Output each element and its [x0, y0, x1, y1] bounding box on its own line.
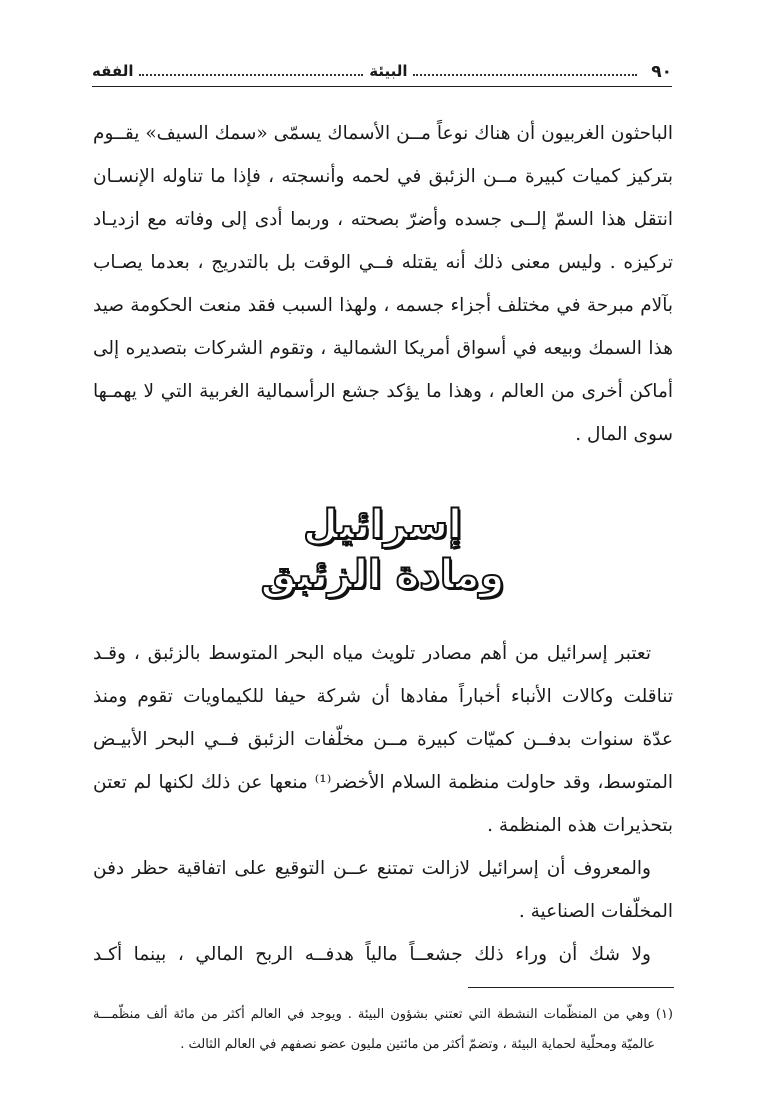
header-dot-leader — [139, 73, 363, 76]
text-line: تركيزه . وليس معنى ذلك أنه يقتله فــي الوقت بل بالتدريج ، بعدما يصـاب — [93, 252, 673, 273]
header-dot-leader — [413, 73, 637, 76]
text-line: المخلّفات الصناعية . — [518, 901, 673, 922]
text-line: سوى المال . — [575, 424, 673, 445]
paragraph-1 — [93, 112, 673, 456]
text-line: عدّة سنوات بدفــن كميّات كبيرة مــن مخلّفات الزئبق فــي البحر الأبيـض — [93, 729, 673, 750]
page-number: ٩٠ — [651, 62, 673, 82]
title-line-2: ومادة الزئبق — [260, 552, 505, 598]
text-line: الباحثون الغربيون أن هناك نوعاً مــن الأسماك يسمّى «سمك السيف» يقــوم — [93, 123, 673, 144]
title-line-1: إسرائيل — [303, 502, 462, 548]
footnote — [93, 1000, 673, 1060]
text-line: تناقلت وكالات الأنباء أخباراً مفادها أن شركة حيفا للكيماويات تقوم ومنذ — [93, 686, 673, 707]
header-chapter: الفقه — [92, 62, 134, 80]
footnote-line: عالميّة ومحلّية لحماية البيئة ، وتضمّ أكثر من مائتين مليون عضو نصفهم في العالم الثالث . — [180, 1037, 655, 1052]
text-line: بتركيز كميات كبيرة مــن الزئبق في لحمه وأنسجته ، فإذا ما تناوله الإنسـان — [93, 166, 673, 187]
text-line: تعتبر إسرائيل من أهم مصادر تلويث مياه البحر المتوسط بالزئبق ، وقـد — [93, 643, 651, 664]
text-line: هذا السمك وبيعه في أسواق أمريكا الشمالية ، وتقوم الشركات بتصديره إلى — [93, 338, 673, 359]
text-line: ولا شك أن وراء ذلك جشعــاً مالياً هدفــه الربح المالي ، بينما أكـد — [93, 944, 651, 965]
text-line: بتحذيرات هذه المنظمة . — [487, 815, 673, 836]
text-line: والمعروف أن إسرائيل لازالت تمتنع عــن التوقيع على اتفاقية حظر دفن — [93, 858, 651, 879]
page-header — [92, 52, 672, 87]
paragraph-4 — [93, 933, 673, 976]
paragraph-2 — [93, 632, 673, 847]
text-line: المتوسط، وقد حاولت منظمة السلام الأخضر⁽¹⁾ منعها عن ذلك لكنها لم تعتن — [93, 772, 673, 793]
footnote-divider — [468, 987, 674, 988]
paragraph-3 — [93, 847, 673, 933]
text-line: انتقل هذا السمّ إلــى جسده وأضرّ بصحته ، وربما أدى إلى وفاته مع ازديـاد — [93, 209, 673, 230]
text-line: بآلام مبرحة في مختلف أجزاء جسمه ، ولهذا السبب فقد منعت الحكومة صيد — [93, 295, 673, 316]
header-section: البيئة — [369, 62, 408, 80]
footnote-line: (١) وهي من المنظّمات النشطة التي تعتني بشؤون البيئة . ويوجد في العالم أكثر من مائة ألف منظّمـــة — [93, 1007, 673, 1022]
section-title — [0, 500, 765, 600]
text-line: أماكن أخرى من العالم ، وهذا ما يؤكد جشع الرأسمالية الغربية التي لا يهمـها — [93, 381, 673, 402]
